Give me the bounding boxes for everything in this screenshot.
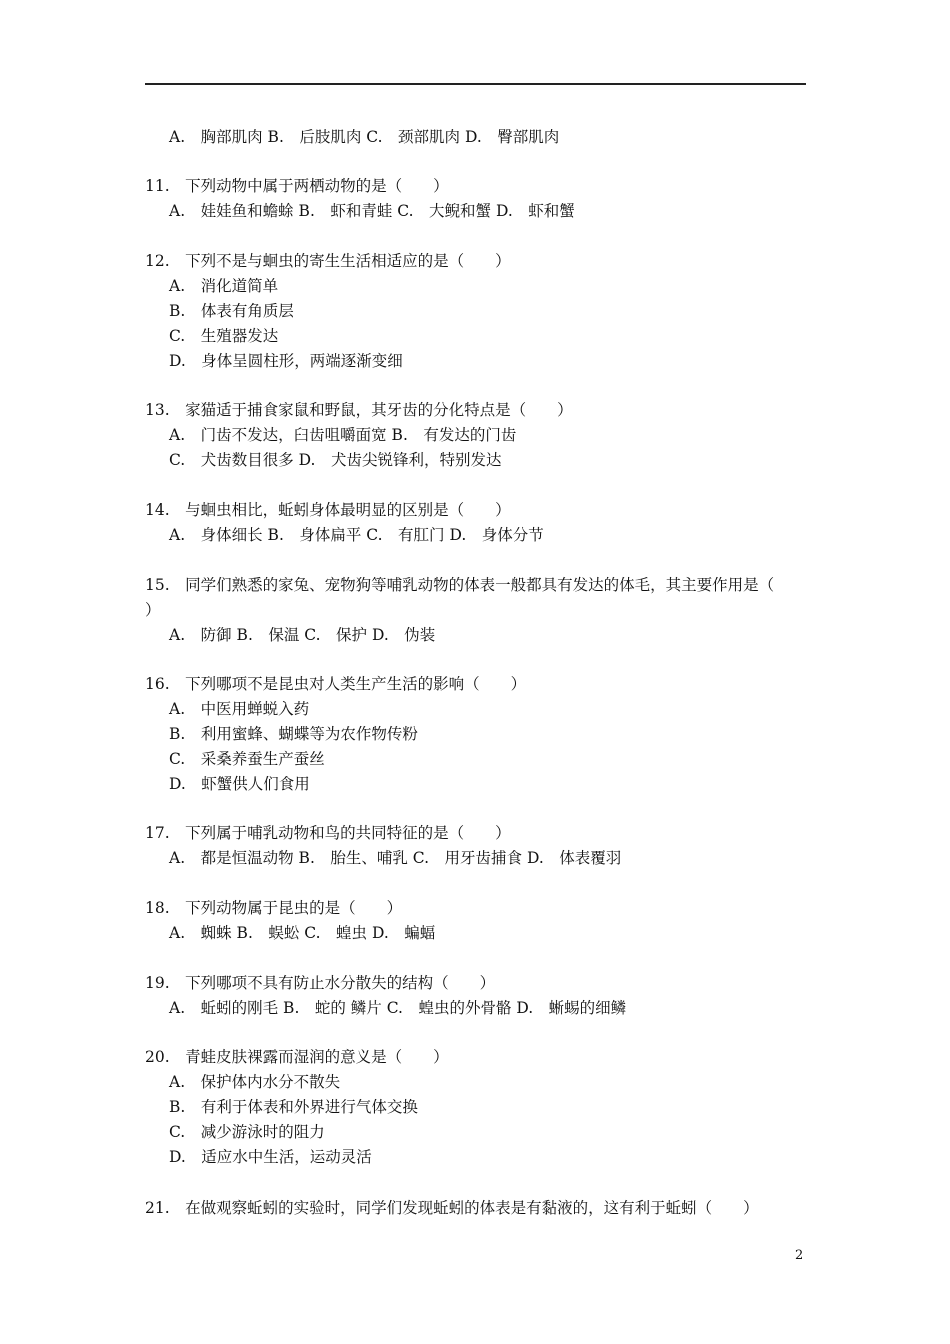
page-number: 2 <box>795 1248 804 1263</box>
q20-option-a: A. 保护体内水分不散失 <box>169 1073 341 1091</box>
question-18: 18. 下列动物属于昆虫的是（ ） <box>145 899 403 917</box>
q10-options: A. 胸部肌肉 B. 后肢肌肉 C. 颈部肌肉 D. 臀部肌肉 <box>169 128 560 146</box>
question-13: 13. 家猫适于捕食家鼠和野鼠，其牙齿的分化特点是（ ） <box>145 401 573 419</box>
q17-options: A. 都是恒温动物 B. 胎生、哺乳 C. 用牙齿捕食 D. 体表覆羽 <box>169 849 622 867</box>
question-21: 21. 在做观察蚯蚓的实验时，同学们发现蚯蚓的体表是有黏液的，这有利于蚯蚓（ ） <box>145 1199 759 1217</box>
q13-options-ab: A. 门齿不发达，臼齿咀嚼面宽 B. 有发达的门齿 <box>169 426 517 444</box>
q20-option-c: C. 减少游泳时的阻力 <box>169 1123 325 1141</box>
question-14: 14. 与蛔虫相比，蚯蚓身体最明显的区别是（ ） <box>145 501 511 519</box>
question-12: 12. 下列不是与蛔虫的寄生生活相适应的是（ ） <box>145 252 511 270</box>
q12-option-c: C. 生殖器发达 <box>169 327 279 345</box>
q14-options: A. 身体细长 B. 身体扁平 C. 有肛门 D. 身体分节 <box>169 526 544 544</box>
q19-options: A. 蚯蚓的刚毛 B. 蛇的 鳞片 C. 蝗虫的外骨骼 D. 蜥蜴的细鳞 <box>169 999 627 1017</box>
question-15-continued: ） <box>145 601 161 619</box>
q20-option-b: B. 有利于体表和外界进行气体交换 <box>169 1098 418 1116</box>
q16-option-b: B. 利用蜜蜂、蝴蝶等为农作物传粉 <box>169 725 418 743</box>
q16-option-c: C. 采桑养蚕生产蚕丝 <box>169 750 325 768</box>
q16-option-d: D. 虾蟹供人们食用 <box>169 775 310 793</box>
question-19: 19. 下列哪项不具有防止水分散失的结构（ ） <box>145 974 496 992</box>
question-15: 15. 同学们熟悉的家兔、宠物狗等哺乳动物的体表一般都具有发达的体毛，其主要作用是（ <box>145 576 775 594</box>
question-17: 17. 下列属于哺乳动物和鸟的共同特征的是（ ） <box>145 824 511 842</box>
q16-option-a: A. 中医用蝉蜕入药 <box>169 700 310 718</box>
q11-options: A. 娃娃鱼和蟾蜍 B. 虾和青蛙 C. 大鲵和蟹 D. 虾和蟹 <box>169 202 575 220</box>
q12-option-b: B. 体表有角质层 <box>169 302 294 320</box>
question-11: 11. 下列动物中属于两栖动物的是（ ） <box>145 177 449 195</box>
question-20: 20. 青蛙皮肤裸露而湿润的意义是（ ） <box>145 1048 449 1066</box>
q13-options-cd: C. 犬齿数目很多 D. 犬齿尖锐锋利，特别发达 <box>169 451 502 469</box>
q20-option-d: D. 适应水中生活，运动灵活 <box>169 1148 372 1166</box>
q12-option-a: A. 消化道简单 <box>169 277 279 295</box>
q15-options: A. 防御 B. 保温 C. 保护 D. 伪装 <box>169 626 436 644</box>
q12-option-d: D. 身体呈圆柱形，两端逐渐变细 <box>169 352 403 370</box>
q18-options: A. 蜘蛛 B. 蜈蚣 C. 蝗虫 D. 蝙蝠 <box>169 924 436 942</box>
header-rule <box>145 83 806 85</box>
question-16: 16. 下列哪项不是昆虫对人类生产生活的影响（ ） <box>145 675 527 693</box>
